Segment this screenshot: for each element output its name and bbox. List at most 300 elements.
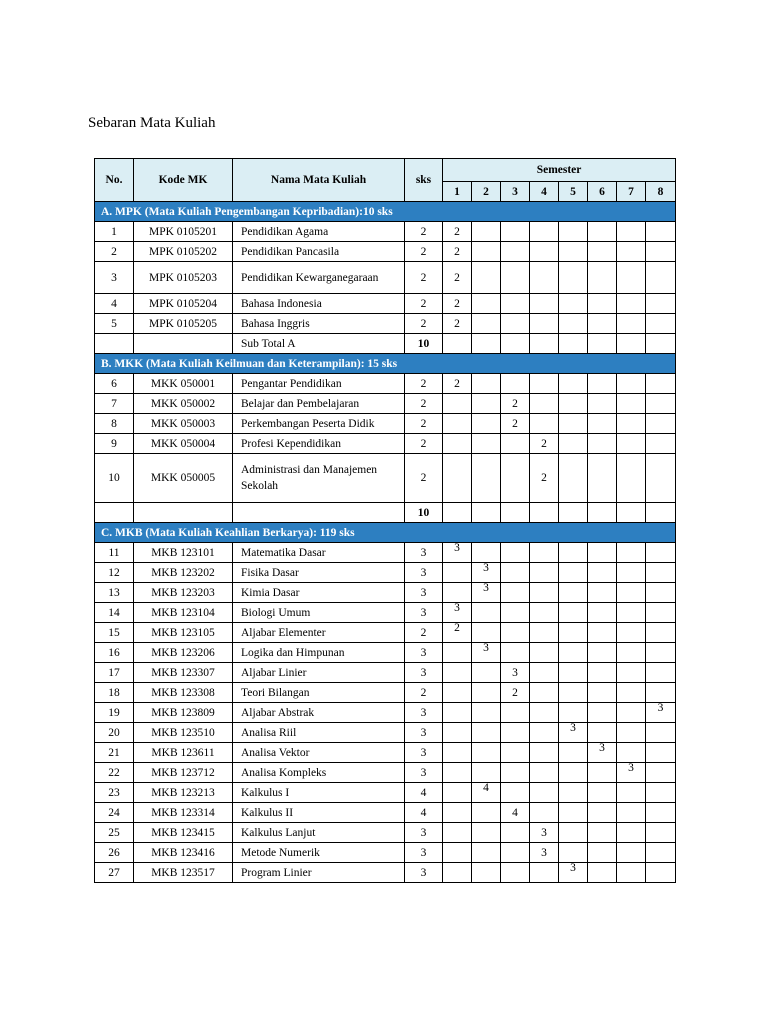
course-sks: 3 <box>405 643 443 663</box>
semester-5-cell <box>559 843 588 863</box>
header-semester-5: 5 <box>559 182 588 202</box>
row-number: 25 <box>95 823 134 843</box>
semester-6-cell <box>588 643 617 663</box>
semester-sks-value: 2 <box>512 686 518 699</box>
course-name: Administrasi dan Manajemen Sekolah <box>233 454 405 503</box>
semester-8-cell <box>646 434 676 454</box>
table-row <box>95 314 676 334</box>
course-name: Perkembangan Peserta Didik <box>233 414 405 434</box>
semester-6-cell <box>588 803 617 823</box>
semester-4-cell <box>530 743 559 763</box>
semester-6-cell <box>588 543 617 563</box>
semester-1-cell <box>443 603 472 623</box>
semester-8-cell <box>646 563 676 583</box>
semester-8-cell <box>646 334 676 354</box>
semester-3-cell <box>501 314 530 334</box>
course-code: MKB 123517 <box>134 863 233 883</box>
semester-3-cell <box>501 763 530 783</box>
semester-4-cell <box>530 242 559 262</box>
header-semester-1: 1 <box>443 182 472 202</box>
semester-1-cell <box>443 683 472 703</box>
semester-7-cell <box>617 723 646 743</box>
course-code: MKK 050002 <box>134 394 233 414</box>
course-sks: 2 <box>405 294 443 314</box>
header-semester-3: 3 <box>501 182 530 202</box>
header-no: No. <box>95 159 134 202</box>
row-number: 22 <box>95 763 134 783</box>
semester-2-cell <box>472 603 501 623</box>
semester-7-cell <box>617 843 646 863</box>
course-code: MPK 0105204 <box>134 294 233 314</box>
semester-7-cell <box>617 803 646 823</box>
semester-6-cell <box>588 222 617 242</box>
course-code: MKB 123203 <box>134 583 233 603</box>
table-row <box>95 434 676 454</box>
semester-5-cell <box>559 723 588 743</box>
semester-6-cell <box>588 663 617 683</box>
course-sks: 3 <box>405 703 443 723</box>
semester-sks-value: 3 <box>454 602 460 614</box>
course-code: MKB 123105 <box>134 623 233 643</box>
semester-sks-value: 3 <box>541 826 547 839</box>
subtotal-row <box>95 334 676 354</box>
semester-3-cell <box>501 294 530 314</box>
course-sks: 4 <box>405 803 443 823</box>
semester-3-cell <box>501 563 530 583</box>
semester-8-cell <box>646 222 676 242</box>
course-name: Metode Numerik <box>233 843 405 863</box>
semester-3-cell <box>501 823 530 843</box>
table-row <box>95 643 676 663</box>
course-sks: 3 <box>405 663 443 683</box>
semester-8-cell <box>646 743 676 763</box>
semester-1-cell <box>443 334 472 354</box>
semester-2-cell <box>472 262 501 294</box>
semester-7-cell <box>617 683 646 703</box>
semester-6-cell <box>588 242 617 262</box>
semester-3-cell <box>501 454 530 503</box>
course-name: Logika dan Himpunan <box>233 643 405 663</box>
semester-6-cell <box>588 414 617 434</box>
semester-7-cell <box>617 703 646 723</box>
semester-3-cell <box>501 583 530 603</box>
semester-1-cell <box>443 763 472 783</box>
semester-8-cell <box>646 242 676 262</box>
semester-2-cell <box>472 663 501 683</box>
semester-1-cell <box>443 374 472 394</box>
row-number: 9 <box>95 434 134 454</box>
course-sks: 3 <box>405 863 443 883</box>
row-number: 15 <box>95 623 134 643</box>
semester-2-cell <box>472 703 501 723</box>
semester-6-cell <box>588 743 617 763</box>
semester-8-cell <box>646 262 676 294</box>
course-code: MPK 0105205 <box>134 314 233 334</box>
semester-2-cell <box>472 314 501 334</box>
semester-2-cell <box>472 334 501 354</box>
semester-sks-value: 4 <box>512 806 518 819</box>
course-name: Analisa Riil <box>233 723 405 743</box>
subtotal-code <box>134 503 233 523</box>
course-code: MKB 123809 <box>134 703 233 723</box>
row-number: 13 <box>95 583 134 603</box>
course-code: MKK 050001 <box>134 374 233 394</box>
semester-6-cell <box>588 394 617 414</box>
course-sks: 2 <box>405 374 443 394</box>
semester-4-cell <box>530 843 559 863</box>
row-number: 14 <box>95 603 134 623</box>
header-kode-mk: Kode MK <box>134 159 233 202</box>
semester-8-cell <box>646 783 676 803</box>
semester-3-cell <box>501 543 530 563</box>
semester-sks-value: 2 <box>454 377 460 390</box>
semester-4-cell <box>530 603 559 623</box>
course-sks: 3 <box>405 583 443 603</box>
semester-5-cell <box>559 703 588 723</box>
semester-sks-value: 3 <box>454 542 460 554</box>
course-name: Kimia Dasar <box>233 583 405 603</box>
course-code: MKB 123416 <box>134 843 233 863</box>
semester-2-cell <box>472 434 501 454</box>
semester-3-cell <box>501 703 530 723</box>
semester-1-cell <box>443 242 472 262</box>
semester-8-cell <box>646 703 676 723</box>
semester-1-cell <box>443 723 472 743</box>
subtotal-label: Sub Total A <box>233 334 405 354</box>
section-header-row <box>95 354 676 374</box>
semester-7-cell <box>617 623 646 643</box>
semester-4-cell <box>530 643 559 663</box>
semester-2-cell <box>472 503 501 523</box>
semester-7-cell <box>617 743 646 763</box>
table-row <box>95 374 676 394</box>
course-name: Bahasa Inggris <box>233 314 405 334</box>
course-name: Analisa Kompleks <box>233 763 405 783</box>
semester-5-cell <box>559 374 588 394</box>
course-name: Pendidikan Pancasila <box>233 242 405 262</box>
semester-3-cell <box>501 503 530 523</box>
row-number: 16 <box>95 643 134 663</box>
semester-6-cell <box>588 563 617 583</box>
semester-2-cell <box>472 623 501 643</box>
header-sks: sks <box>405 159 443 202</box>
semester-3-cell <box>501 643 530 663</box>
row-number: 5 <box>95 314 134 334</box>
semester-7-cell <box>617 763 646 783</box>
row-number: 2 <box>95 242 134 262</box>
course-code: MKB 123101 <box>134 543 233 563</box>
semester-7-cell <box>617 503 646 523</box>
semester-8-cell <box>646 603 676 623</box>
semester-1-cell <box>443 503 472 523</box>
semester-8-cell <box>646 803 676 823</box>
semester-sks-value: 3 <box>570 722 576 734</box>
semester-7-cell <box>617 823 646 843</box>
semester-5-cell <box>559 294 588 314</box>
semester-4-cell <box>530 723 559 743</box>
subtotal-sks: 10 <box>405 503 443 523</box>
semester-8-cell <box>646 394 676 414</box>
table-row <box>95 222 676 242</box>
semester-7-cell <box>617 222 646 242</box>
semester-6-cell <box>588 294 617 314</box>
row-number: 11 <box>95 543 134 563</box>
subtotal-label <box>233 503 405 523</box>
section-heading: C. MKB (Mata Kuliah Keahlian Berkarya): 119 sks <box>95 523 676 543</box>
semester-4-cell <box>530 543 559 563</box>
semester-7-cell <box>617 262 646 294</box>
course-sks: 3 <box>405 723 443 743</box>
semester-1-cell <box>443 222 472 242</box>
semester-3-cell <box>501 394 530 414</box>
course-code: MKK 050003 <box>134 414 233 434</box>
semester-8-cell <box>646 643 676 663</box>
semester-7-cell <box>617 783 646 803</box>
course-name: Kalkulus Lanjut <box>233 823 405 843</box>
semester-1-cell <box>443 434 472 454</box>
course-name: Program Linier <box>233 863 405 883</box>
semester-1-cell <box>443 863 472 883</box>
semester-5-cell <box>559 803 588 823</box>
row-number: 17 <box>95 663 134 683</box>
subtotal-number <box>95 503 134 523</box>
semester-3-cell <box>501 434 530 454</box>
course-name: Bahasa Indonesia <box>233 294 405 314</box>
semester-4-cell <box>530 703 559 723</box>
semester-5-cell <box>559 543 588 563</box>
semester-6-cell <box>588 703 617 723</box>
subtotal-code <box>134 334 233 354</box>
semester-1-cell <box>443 703 472 723</box>
course-code: MKB 123611 <box>134 743 233 763</box>
semester-7-cell <box>617 394 646 414</box>
semester-3-cell <box>501 803 530 823</box>
semester-6-cell <box>588 603 617 623</box>
semester-8-cell <box>646 623 676 643</box>
course-sks: 2 <box>405 242 443 262</box>
semester-8-cell <box>646 503 676 523</box>
semester-5-cell <box>559 783 588 803</box>
row-number: 26 <box>95 843 134 863</box>
header-semester: Semester <box>443 159 676 182</box>
semester-sks-value: 2 <box>541 472 547 484</box>
row-number: 1 <box>95 222 134 242</box>
semester-6-cell <box>588 314 617 334</box>
semester-5-cell <box>559 222 588 242</box>
page-title: Sebaran Mata Kuliah <box>88 115 216 131</box>
table-row <box>95 763 676 783</box>
semester-2-cell <box>472 863 501 883</box>
row-number: 3 <box>95 262 134 294</box>
semester-4-cell <box>530 763 559 783</box>
semester-5-cell <box>559 663 588 683</box>
course-code: MKB 123104 <box>134 603 233 623</box>
course-name: Pengantar Pendidikan <box>233 374 405 394</box>
table-row <box>95 743 676 763</box>
semester-7-cell <box>617 242 646 262</box>
semester-7-cell <box>617 603 646 623</box>
row-number: 21 <box>95 743 134 763</box>
semester-4-cell <box>530 374 559 394</box>
semester-6-cell <box>588 723 617 743</box>
semester-2-cell <box>472 374 501 394</box>
row-number: 27 <box>95 863 134 883</box>
course-code: MKB 123206 <box>134 643 233 663</box>
table-row <box>95 863 676 883</box>
semester-7-cell <box>617 414 646 434</box>
semester-7-cell <box>617 294 646 314</box>
semester-8-cell <box>646 454 676 503</box>
table-row <box>95 414 676 434</box>
semester-sks-value: 3 <box>657 702 664 714</box>
semester-5-cell <box>559 763 588 783</box>
course-sks: 2 <box>405 314 443 334</box>
semester-7-cell <box>617 314 646 334</box>
semester-sks-value: 3 <box>541 846 547 859</box>
table-row <box>95 663 676 683</box>
semester-sks-value: 2 <box>454 622 460 634</box>
semester-1-cell <box>443 803 472 823</box>
semester-8-cell <box>646 583 676 603</box>
semester-3-cell <box>501 603 530 623</box>
semester-8-cell <box>646 843 676 863</box>
semester-2-cell <box>472 294 501 314</box>
course-name: Biologi Umum <box>233 603 405 623</box>
row-number: 4 <box>95 294 134 314</box>
header-semester-4: 4 <box>530 182 559 202</box>
semester-6-cell <box>588 623 617 643</box>
row-number: 23 <box>95 783 134 803</box>
course-code: MKB 123415 <box>134 823 233 843</box>
semester-sks-value: 2 <box>454 225 460 238</box>
semester-4-cell <box>530 503 559 523</box>
table-row <box>95 843 676 863</box>
semester-7-cell <box>617 434 646 454</box>
header-semester-7: 7 <box>617 182 646 202</box>
semester-7-cell <box>617 334 646 354</box>
subtotal-number <box>95 334 134 354</box>
course-code: MKB 123202 <box>134 563 233 583</box>
semester-2-cell <box>472 783 501 803</box>
semester-2-cell <box>472 563 501 583</box>
semester-2-cell <box>472 454 501 503</box>
course-sks: 2 <box>405 414 443 434</box>
semester-5-cell <box>559 863 588 883</box>
row-number: 18 <box>95 683 134 703</box>
semester-5-cell <box>559 454 588 503</box>
row-number: 19 <box>95 703 134 723</box>
semester-1-cell <box>443 663 472 683</box>
semester-sks-value: 2 <box>454 297 460 310</box>
table-row <box>95 563 676 583</box>
semester-1-cell <box>443 783 472 803</box>
course-sks: 2 <box>405 394 443 414</box>
course-name: Profesi Kependidikan <box>233 434 405 454</box>
semester-6-cell <box>588 334 617 354</box>
semester-8-cell <box>646 414 676 434</box>
semester-2-cell <box>472 683 501 703</box>
course-name: Belajar dan Pembelajaran <box>233 394 405 414</box>
semester-4-cell <box>530 294 559 314</box>
section-header-row <box>95 523 676 543</box>
semester-5-cell <box>559 623 588 643</box>
section-heading: A. MPK (Mata Kuliah Pengembangan Kepribadian):10 sks <box>95 202 676 222</box>
semester-2-cell <box>472 763 501 783</box>
semester-4-cell <box>530 414 559 434</box>
course-code: MKB 123712 <box>134 763 233 783</box>
header-nama-mata-kuliah: Nama Mata Kuliah <box>233 159 405 202</box>
table-row <box>95 583 676 603</box>
course-code: MPK 0105203 <box>134 262 233 294</box>
semester-1-cell <box>443 843 472 863</box>
semester-8-cell <box>646 823 676 843</box>
semester-4-cell <box>530 683 559 703</box>
course-sks: 2 <box>405 262 443 294</box>
semester-3-cell <box>501 222 530 242</box>
semester-8-cell <box>646 663 676 683</box>
semester-5-cell <box>559 503 588 523</box>
semester-4-cell <box>530 334 559 354</box>
semester-3-cell <box>501 723 530 743</box>
course-name: Teori Bilangan <box>233 683 405 703</box>
row-number: 8 <box>95 414 134 434</box>
semester-3-cell <box>501 262 530 294</box>
table-row <box>95 703 676 723</box>
course-name: Aljabar Linier <box>233 663 405 683</box>
semester-4-cell <box>530 863 559 883</box>
semester-2-cell <box>472 414 501 434</box>
course-name: Kalkulus II <box>233 803 405 823</box>
semester-6-cell <box>588 454 617 503</box>
course-sks: 2 <box>405 683 443 703</box>
row-number: 6 <box>95 374 134 394</box>
semester-7-cell <box>617 374 646 394</box>
semester-5-cell <box>559 314 588 334</box>
course-name: Aljabar Abstrak <box>233 703 405 723</box>
semester-sks-value: 3 <box>628 762 634 774</box>
header-semester-8: 8 <box>646 182 676 202</box>
row-number: 10 <box>95 454 134 503</box>
semester-1-cell <box>443 414 472 434</box>
semester-sks-value: 3 <box>483 562 489 574</box>
course-code: MKB 123213 <box>134 783 233 803</box>
table-row <box>95 454 676 503</box>
semester-4-cell <box>530 262 559 294</box>
semester-1-cell <box>443 394 472 414</box>
semester-4-cell <box>530 314 559 334</box>
course-name: Fisika Dasar <box>233 563 405 583</box>
semester-sks-value: 2 <box>512 417 518 430</box>
semester-2-cell <box>472 583 501 603</box>
semester-2-cell <box>472 643 501 663</box>
semester-6-cell <box>588 783 617 803</box>
course-name: Analisa Vektor <box>233 743 405 763</box>
course-sks: 2 <box>405 434 443 454</box>
table-row <box>95 803 676 823</box>
semester-4-cell <box>530 222 559 242</box>
semester-4-cell <box>530 454 559 503</box>
semester-4-cell <box>530 803 559 823</box>
course-distribution-table <box>94 158 676 883</box>
table-row <box>95 623 676 643</box>
semester-2-cell <box>472 543 501 563</box>
semester-2-cell <box>472 803 501 823</box>
semester-6-cell <box>588 374 617 394</box>
table-row <box>95 823 676 843</box>
semester-5-cell <box>559 242 588 262</box>
semester-6-cell <box>588 823 617 843</box>
semester-4-cell <box>530 563 559 583</box>
